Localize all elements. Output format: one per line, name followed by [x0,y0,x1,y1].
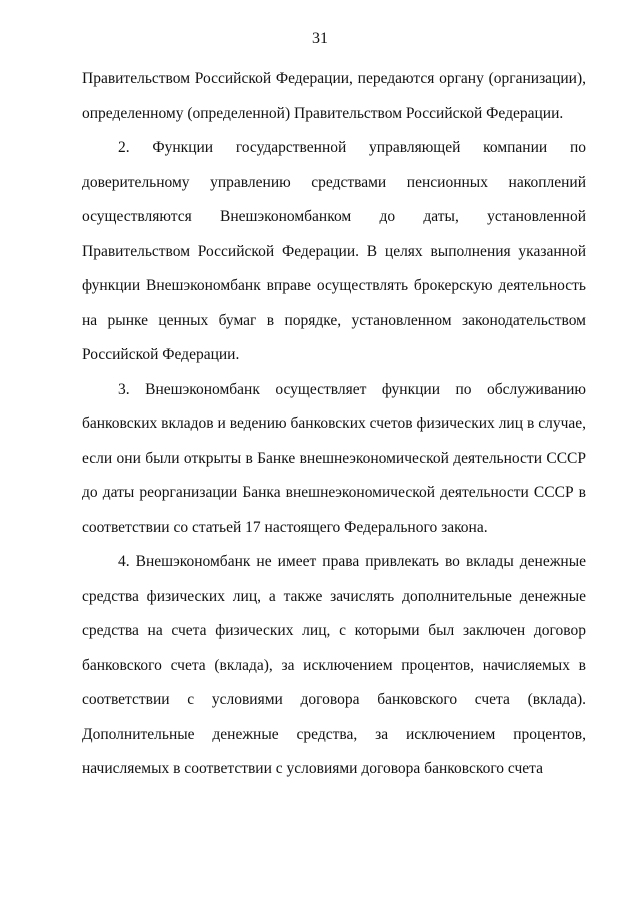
page-number: 31 [312,30,328,47]
paragraph-item-3: 3. Внешэкономбанк осуществляет функции по обслуживанию банковских вкладов и ведению банковских счетов физических лиц в случае, если они были открыты в Банке внешнеэкономической деятельности СССР до даты реорганизации Банка внешнеэкономической деятельности СССР в соответствии со статьей 17 настоящего Федерального закона. [82,380,586,536]
paragraph-continuation: Правительством Российской Федерации, передаются органу (организации), определенному (определенной) Правительством Российской Федерации. [82,70,586,122]
document-body [82,62,586,787]
paragraph-item-2: 2. Функции государственной управляющей компании по доверительному управлению средствами пенсионных накоплений осуществляются Внешэкономбанком до даты, установленной Правительством Российской Федерации. В целях выполнения указанной функции Внешэкономбанк вправе осуществлять брокерскую деятельность на рынке ценных бумаг в порядке, установленном законодательством Российской Федерации. [82,139,586,363]
paragraph-item-4: 4. Внешэкономбанк не имеет права привлекать во вклады денежные средства физических лиц, а также зачислять дополнительные денежные средства на счета физических лиц, с которыми был заключен договор банковского счета (вклада), за исключением процентов, начисляемых в соответствии с условиями договора банковского счета (вклада). Дополнительные денежные средства, за исключением процентов, начисляемых в соответствии с условиями договора банковского счета [82,553,586,777]
